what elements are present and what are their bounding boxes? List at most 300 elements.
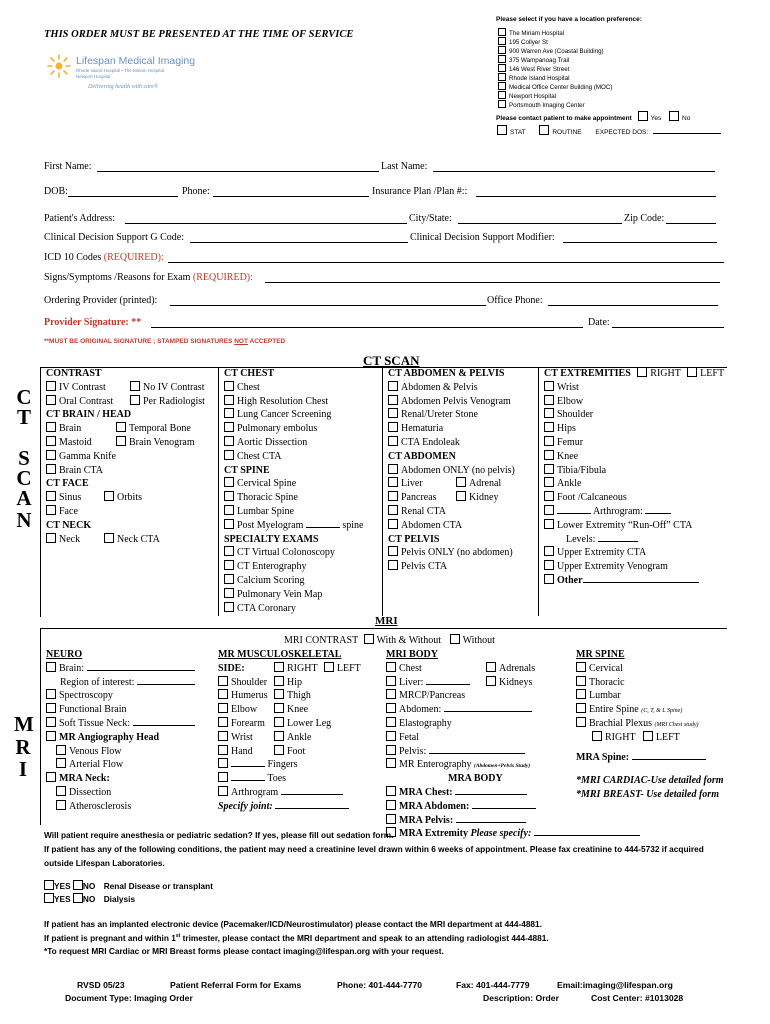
ct-ext-shoulder-checkbox[interactable] (544, 408, 554, 418)
msk-lower-leg-label: Lower Leg (287, 717, 332, 729)
ct-cta-coronary-checkbox[interactable] (224, 602, 234, 612)
ct-ext-elbow-checkbox[interactable] (544, 395, 554, 405)
arthrogram-checkbox[interactable] (544, 505, 554, 515)
ct-lung-cancer-screening-checkbox[interactable] (224, 408, 234, 418)
brachial-right-label: RIGHT (605, 731, 636, 743)
insurance-field[interactable] (476, 196, 716, 197)
msk-arthrogram-label: Arthrogram (231, 786, 279, 798)
mri-without-label: Without (462, 635, 495, 646)
mrcp-label: MRCP/Pancreas (399, 690, 466, 702)
office-phone-label: Office Phone: (487, 295, 543, 306)
side-letter: A (16, 486, 32, 510)
levels-label: Levels: (566, 533, 596, 545)
enterography-note: (Abdomen+Pelvis Study) (474, 763, 531, 770)
footer-phone: Phone: 401-444-7770 (337, 980, 423, 990)
runoff-cta-label: Lower Extremity “Run-Off” CTA (557, 519, 693, 531)
ct-cervical-spine-checkbox[interactable] (224, 477, 234, 487)
office-phone-field[interactable] (548, 305, 718, 306)
arthrogram-field[interactable] (645, 513, 671, 514)
ct-brain-checkbox[interactable] (46, 422, 56, 432)
location-checkbox[interactable] (498, 64, 506, 72)
mr-spine-cervical-checkbox[interactable] (576, 662, 586, 672)
mra-spine-label: MRA Spine: (576, 751, 630, 763)
expected-dos-field[interactable] (653, 133, 721, 134)
entire-spine-label: Entire Spine (589, 704, 639, 716)
ct-chest-cta-checkbox[interactable] (224, 450, 234, 460)
mri-col-spine (576, 648, 726, 802)
routine-checkbox[interactable] (539, 125, 549, 135)
ct-lumbar-spine-checkbox[interactable] (224, 505, 234, 515)
no-iv-contrast-label: No IV Contrast (143, 381, 205, 393)
msk-elbow-checkbox[interactable] (218, 703, 228, 713)
ct-abdomen-pelvis-venogram-checkbox[interactable] (388, 395, 398, 405)
adrenals-checkbox[interactable] (486, 662, 496, 672)
dialysis-row (44, 893, 135, 904)
msk-left-checkbox[interactable] (324, 662, 334, 672)
ct-hematuria-checkbox[interactable] (388, 422, 398, 432)
ct-col-abdomen (382, 367, 538, 616)
brachial-plexus-checkbox[interactable] (576, 717, 586, 727)
ct-ext-shoulder-label: Shoulder (557, 409, 594, 421)
msk-humerus-checkbox[interactable] (218, 689, 228, 699)
ct-cervical-spine-label: Cervical Spine (237, 478, 297, 490)
ct-ext-ankle-row (544, 477, 726, 491)
mri-liver-checkbox[interactable] (386, 676, 396, 686)
mri-with-without-checkbox[interactable] (364, 634, 374, 644)
ct-abdomen-pelvis-label: Abdomen & Pelvis (401, 381, 478, 393)
msk-foot-checkbox[interactable] (274, 745, 284, 755)
dialysis-label: Dialysis (103, 894, 136, 904)
msk-humerus-label: Humerus (231, 690, 268, 702)
ct-contrast-heading: CONTRAST (46, 368, 102, 379)
mr-spine-thoracic-checkbox[interactable] (576, 676, 586, 686)
msk-right-checkbox[interactable] (274, 662, 284, 672)
enterography-checkbox[interactable] (386, 758, 396, 768)
footer-fax: Fax: 401-444-7779 (456, 980, 530, 990)
order-notice: THIS ORDER MUST BE PRESENTED AT THE TIME OF SERVICE (44, 29, 354, 40)
provider-signature-field[interactable] (151, 327, 583, 328)
ct-abdomen-pelvis-venogram-row (388, 395, 538, 409)
ct-ext-heading: CT EXTREMITIES (544, 368, 631, 379)
renal-label: Renal Disease or transplant (103, 881, 213, 891)
ct-ext-shoulder-row (544, 408, 726, 422)
ct-face-heading: CT FACE (46, 478, 89, 490)
location-option (498, 82, 612, 91)
mra-spine-field[interactable] (632, 759, 706, 760)
mri-brain-checkbox[interactable] (46, 662, 56, 672)
pregnant-sup: st (175, 933, 181, 940)
location-checkbox[interactable] (498, 28, 506, 36)
signs-label: Signs/Symptoms /Reasons for Exam (44, 272, 191, 283)
brain-cta-checkbox[interactable] (46, 464, 56, 474)
brain-cta-label: Brain CTA (59, 464, 103, 476)
msk-knee-checkbox[interactable] (274, 703, 284, 713)
ct-ext-right-checkbox[interactable] (637, 367, 647, 377)
ordering-provider-field[interactable] (170, 305, 486, 306)
mri-chest-label: Chest (399, 662, 422, 674)
zip-field[interactable] (666, 223, 716, 224)
mr-spine-thoracic-row (576, 676, 726, 690)
angio-head-label: MR Angiography Head (59, 731, 160, 743)
ct-liver-checkbox[interactable] (388, 477, 398, 487)
mra-chest-field[interactable] (455, 794, 527, 795)
footer-rvsd: RVSD 05/23 (77, 980, 125, 990)
renal-no-checkbox[interactable] (73, 880, 83, 890)
mra-abdomen-field[interactable] (472, 808, 536, 809)
post-myelogram-checkbox[interactable] (224, 519, 234, 529)
renal-yes-checkbox[interactable] (44, 880, 54, 890)
ct-chest-label: Chest (237, 381, 260, 393)
cds-code-field[interactable] (190, 242, 408, 243)
mri-col-msk (218, 648, 383, 814)
atherosclerosis-label: Atherosclerosis (69, 800, 132, 812)
location-checkbox[interactable] (498, 46, 506, 54)
dob-field[interactable] (68, 196, 178, 197)
mra-neck-checkbox[interactable] (46, 772, 56, 782)
city-state-field[interactable] (458, 223, 622, 224)
stat-checkbox[interactable] (497, 125, 507, 135)
ct-aortic-dissection-checkbox[interactable] (224, 436, 234, 446)
creatinine-note: If patient has any of the following conditions, the patient may need a creatinine level drawn within 6 weeks of appointment. Please fax creatinine to 444-5732 if acquired outside Lifespan Laboratories. (44, 844, 704, 868)
contact-yes-checkbox[interactable] (638, 111, 648, 121)
ct-chest-row (224, 381, 388, 395)
ct-pulmonary-embolus-checkbox[interactable] (224, 422, 234, 432)
brain-venogram-label: Brain Venogram (129, 436, 195, 448)
face-label: Face (59, 505, 78, 517)
oral-contrast-checkbox[interactable] (46, 395, 56, 405)
region-label: Region of interest: (60, 676, 135, 688)
ct-other-field[interactable] (583, 582, 699, 583)
first-name-field[interactable] (97, 171, 379, 172)
ct-lung-cancer-screening-row (224, 408, 388, 422)
angio-head-checkbox[interactable] (46, 731, 56, 741)
location-option (498, 37, 612, 46)
toes-field[interactable] (231, 780, 265, 781)
mri-liver-label: Liver: (399, 676, 424, 688)
location-label: Portsmouth Imaging Center (509, 102, 585, 109)
ct-ext-elbow-label: Elbow (557, 395, 584, 407)
signs-field[interactable] (265, 282, 720, 283)
arterial-flow-checkbox[interactable] (56, 758, 66, 768)
location-checkbox[interactable] (498, 82, 506, 90)
ct-ext-wrist-row (544, 381, 726, 395)
ct-renal-ureter-stone-checkbox[interactable] (388, 408, 398, 418)
location-checkbox[interactable] (498, 91, 506, 99)
venous-flow-label: Venous Flow (69, 745, 122, 757)
soft-tissue-neck-checkbox[interactable] (46, 717, 56, 727)
brain-venogram-checkbox[interactable] (116, 436, 126, 446)
ct-chest-checkbox[interactable] (224, 381, 234, 391)
msk-ankle-label: Ankle (287, 731, 312, 743)
msk-row (218, 717, 383, 731)
abd-only-checkbox[interactable] (388, 464, 398, 474)
ct-col-chest (218, 367, 388, 616)
ct-liver-label: Liver (401, 478, 423, 490)
entire-spine-checkbox[interactable] (576, 703, 586, 713)
ct-ext-foot-calcaneous-checkbox[interactable] (544, 491, 554, 501)
ct-thoracic-spine-checkbox[interactable] (224, 491, 234, 501)
ct-high-resolution-chest-checkbox[interactable] (224, 395, 234, 405)
location-label: 146 West River Street (509, 66, 570, 73)
signature-note-a: **MUST BE ORIGINAL SIGNATURE ; STAMPED SIGNATURES (44, 338, 235, 345)
routine-label: ROUTINE (552, 129, 582, 136)
ct-brain-heading: CT BRAIN / HEAD (46, 409, 132, 421)
ct-chest-heading: CT CHEST (224, 368, 275, 379)
mri-brain-field[interactable] (87, 670, 195, 671)
ct-ct-virtual-colonoscopy-checkbox[interactable] (224, 546, 234, 556)
ct-ext-hips-checkbox[interactable] (544, 422, 554, 432)
mra-pelvis-checkbox[interactable] (386, 814, 396, 824)
ct-calcium-scoring-label: Calcium Scoring (237, 574, 305, 586)
msk-hip-checkbox[interactable] (274, 676, 284, 686)
ct-col-contrast (46, 367, 216, 546)
mri-brain-label: Brain: (59, 662, 84, 674)
location-checkbox[interactable] (498, 37, 506, 45)
location-checkbox[interactable] (498, 73, 506, 81)
renal-cta-checkbox[interactable] (388, 505, 398, 515)
ct-pulmonary-vein-map-row (224, 588, 388, 602)
no-iv-contrast-checkbox[interactable] (130, 381, 140, 391)
msk-shoulder-checkbox[interactable] (218, 676, 228, 686)
soft-tissue-neck-field[interactable] (133, 725, 195, 726)
dialysis-yes-label: YES (54, 894, 71, 904)
location-label: 375 Wampanoag Trail (509, 57, 570, 64)
signature-note (44, 338, 285, 345)
location-label: 900 Warren Ave (Coastal Building) (509, 48, 604, 55)
ct-ext-tibia-fibula-checkbox[interactable] (544, 464, 554, 474)
brachial-left-checkbox[interactable] (643, 731, 653, 741)
cds-code-label: Clinical Decision Support G Code: (44, 232, 184, 243)
msk-knee-label: Knee (287, 704, 309, 716)
ct-renal-ureter-stone-label: Renal/Ureter Stone (401, 409, 478, 421)
entire-spine-note: (C, T, & L Spine) (641, 708, 683, 715)
pancreas-label: Pancreas (401, 492, 437, 504)
contact-no-checkbox[interactable] (669, 111, 679, 121)
per-radiologist-checkbox[interactable] (130, 395, 140, 405)
ct-ext-left-checkbox[interactable] (687, 367, 697, 377)
msk-ankle-checkbox[interactable] (274, 731, 284, 741)
mri-pelvis-checkbox[interactable] (386, 745, 396, 755)
msk-row (218, 703, 383, 717)
mra-extremity-field[interactable] (534, 835, 640, 836)
mri-functional-brain-row (46, 703, 216, 717)
mri-abdomen-field[interactable] (444, 711, 532, 712)
logo-sub1: Rhode Island Hospital • The Miriam Hospital (76, 68, 165, 73)
face-checkbox[interactable] (46, 505, 56, 515)
runoff-cta-checkbox[interactable] (544, 519, 554, 529)
toes-checkbox[interactable] (218, 772, 228, 782)
lifespan-logo (44, 51, 214, 93)
iv-contrast-checkbox[interactable] (46, 381, 56, 391)
fingers-label: Fingers (267, 759, 298, 771)
msk-hand-checkbox[interactable] (218, 745, 228, 755)
msk-wrist-checkbox[interactable] (218, 731, 228, 741)
ct-ext-ankle-checkbox[interactable] (544, 477, 554, 487)
renal-cta-label: Renal CTA (401, 505, 447, 517)
city-state-label: City/State: (409, 213, 452, 224)
location-option (498, 28, 612, 37)
post-myelogram-field[interactable] (306, 527, 340, 528)
location-option (498, 46, 612, 55)
dialysis-yes-checkbox[interactable] (44, 893, 54, 903)
msk-hip-label: Hip (287, 676, 302, 688)
specify-joint-field[interactable] (275, 808, 349, 809)
dissection-label: Dissection (69, 786, 112, 798)
msk-lower-leg-checkbox[interactable] (274, 717, 284, 727)
location-label: Rhode Island Hospital (509, 75, 570, 82)
ct-ext-knee-checkbox[interactable] (544, 450, 554, 460)
ct-cta-endoleak-label: CTA Endoleak (401, 436, 460, 448)
fetal-checkbox[interactable] (386, 731, 396, 741)
msk-arthrogram-field[interactable] (281, 794, 343, 795)
location-label: Medical Office Center Building (MOC) (509, 84, 613, 91)
mr-spine-lumbar-checkbox[interactable] (576, 689, 586, 699)
mrcp-checkbox[interactable] (386, 689, 396, 699)
expected-dos-label: EXPECTED DOS: (595, 129, 649, 136)
kidney-checkbox[interactable] (456, 491, 466, 501)
pelvis-only-checkbox[interactable] (388, 546, 398, 556)
side-letter: M (14, 712, 34, 736)
side-letter: T (16, 405, 31, 429)
footer-description: Description: Order (483, 993, 559, 1003)
ct-ct-virtual-colonoscopy-row (224, 546, 388, 560)
neck-cta-checkbox[interactable] (104, 533, 114, 543)
dialysis-no-checkbox[interactable] (73, 893, 83, 903)
arthrogram-blank[interactable] (557, 513, 591, 514)
mra-chest-checkbox[interactable] (386, 786, 396, 796)
contact-no-label: No (682, 115, 691, 122)
mri-abdomen-checkbox[interactable] (386, 703, 396, 713)
address-field[interactable] (125, 223, 407, 224)
sinus-checkbox[interactable] (46, 491, 56, 501)
mr-spine-cervical-row (576, 662, 726, 676)
ct-lumbar-spine-label: Lumbar Spine (237, 505, 294, 517)
cardiac-forms-note: *To request MRI Cardiac or MRI Breast forms please contact imaging@lifespan.org with your request. (44, 946, 444, 956)
ct-pulmonary-embolus-label: Pulmonary embolus (237, 423, 318, 435)
mri-col-body (386, 648, 576, 841)
ct-ext-hips-label: Hips (557, 423, 576, 435)
ct-lung-cancer-screening-label: Lung Cancer Screening (237, 409, 332, 421)
arthrogram-label: Arthrogram: (592, 505, 643, 517)
upper-venogram-checkbox[interactable] (544, 560, 554, 570)
neck-cta-label: Neck CTA (117, 533, 160, 545)
msk-forearm-checkbox[interactable] (218, 717, 228, 727)
adrenal-checkbox[interactable] (456, 477, 466, 487)
mri-contrast-label: MRI CONTRAST (284, 635, 358, 646)
kidneys-checkbox[interactable] (486, 676, 496, 686)
renal-row (44, 880, 213, 891)
mr-spine-lumbar-label: Lumbar (589, 690, 621, 702)
stat-label: STAT (510, 129, 526, 136)
dissection-checkbox[interactable] (56, 786, 66, 796)
mastoid-checkbox[interactable] (46, 436, 56, 446)
msk-left-label: LEFT (336, 662, 361, 674)
mra-body-heading: MRA BODY (448, 773, 503, 785)
implant-note: If patient has an implanted electronic device (Pacemaker/ICD/Neurostimulator) please contact the MRI department at 444-4881. (44, 919, 542, 929)
mr-spine-heading: MR SPINE (576, 649, 625, 660)
logo-name: Lifespan Medical Imaging (76, 55, 196, 67)
brachial-right-checkbox[interactable] (592, 731, 602, 741)
ct-cta-endoleak-checkbox[interactable] (388, 436, 398, 446)
neck-checkbox[interactable] (46, 533, 56, 543)
location-checkbox[interactable] (498, 100, 506, 108)
ct-pulmonary-vein-map-checkbox[interactable] (224, 588, 234, 598)
ct-chest-cta-label: Chest CTA (237, 450, 282, 462)
adrenals-label: Adrenals (499, 662, 536, 674)
date-label: Date: (588, 317, 610, 328)
footer-doc-type: Document Type: Imaging Order (65, 993, 193, 1003)
phone-field[interactable] (213, 196, 369, 197)
region-field[interactable] (137, 684, 195, 685)
ct-aortic-dissection-row (224, 436, 388, 450)
ct-ct-enterography-row (224, 560, 388, 574)
renal-no-label: NO (82, 881, 96, 891)
contact-label: Please contact patient to make appointment (496, 115, 632, 122)
mra-pelvis-field[interactable] (456, 822, 526, 823)
elastography-checkbox[interactable] (386, 717, 396, 727)
mri-spectroscopy-row (46, 689, 216, 703)
ct-pelvis-heading: CT PELVIS (388, 533, 440, 545)
atherosclerosis-checkbox[interactable] (56, 800, 66, 810)
ct-ext-femur-checkbox[interactable] (544, 436, 554, 446)
ct-abdomen-pelvis-checkbox[interactable] (388, 381, 398, 391)
mri-pelvis-field[interactable] (429, 753, 525, 754)
mr-spine-lumbar-row (576, 689, 726, 703)
gamma-knife-checkbox[interactable] (46, 450, 56, 460)
icd-field[interactable] (168, 262, 724, 263)
mra-abdomen-checkbox[interactable] (386, 800, 396, 810)
ct-ct-enterography-checkbox[interactable] (224, 560, 234, 570)
ordering-provider-label: Ordering Provider (printed): (44, 295, 158, 306)
mra-neck-label: MRA Neck: (59, 773, 110, 785)
upper-cta-checkbox[interactable] (544, 546, 554, 556)
specialty-heading: SPECIALTY EXAMS (224, 533, 319, 545)
mri-chest-checkbox[interactable] (386, 662, 396, 672)
msk-foot-label: Foot (287, 745, 306, 757)
location-checkbox[interactable] (498, 55, 506, 63)
pelvis-cta-checkbox[interactable] (388, 560, 398, 570)
pancreas-checkbox[interactable] (388, 491, 398, 501)
ct-other-checkbox[interactable] (544, 574, 554, 584)
venous-flow-checkbox[interactable] (56, 745, 66, 755)
ct-ext-wrist-label: Wrist (557, 381, 579, 393)
side-letter: C (16, 466, 32, 490)
mri-spectroscopy-checkbox[interactable] (46, 689, 56, 699)
orbits-checkbox[interactable] (104, 491, 114, 501)
mri-section-title: MRI (375, 615, 398, 627)
date-field[interactable] (612, 327, 724, 328)
ct-aortic-dissection-label: Aortic Dissection (237, 436, 308, 448)
pelvis-only-label: Pelvis ONLY (no abdomen) (401, 547, 513, 559)
fingers-checkbox[interactable] (218, 758, 228, 768)
cds-modifier-field[interactable] (563, 242, 717, 243)
pregnant-b: trimester, please contact the MRI department and speak to an attending radiologist 444-4881. (180, 933, 549, 943)
mri-functional-brain-checkbox[interactable] (46, 703, 56, 713)
fingers-field[interactable] (231, 766, 265, 767)
levels-field[interactable] (598, 541, 638, 542)
temporal-bone-checkbox[interactable] (116, 422, 126, 432)
last-name-field[interactable] (433, 171, 715, 172)
msk-arthrogram-checkbox[interactable] (218, 786, 228, 796)
msk-thigh-checkbox[interactable] (274, 689, 284, 699)
phone-label: Phone: (182, 186, 210, 197)
ct-ext-wrist-checkbox[interactable] (544, 381, 554, 391)
mri-liver-field[interactable] (426, 684, 470, 685)
abdomen-cta-checkbox[interactable] (388, 519, 398, 529)
ct-calcium-scoring-checkbox[interactable] (224, 574, 234, 584)
mri-without-checkbox[interactable] (450, 634, 460, 644)
ct-spine-heading: CT SPINE (224, 464, 270, 476)
